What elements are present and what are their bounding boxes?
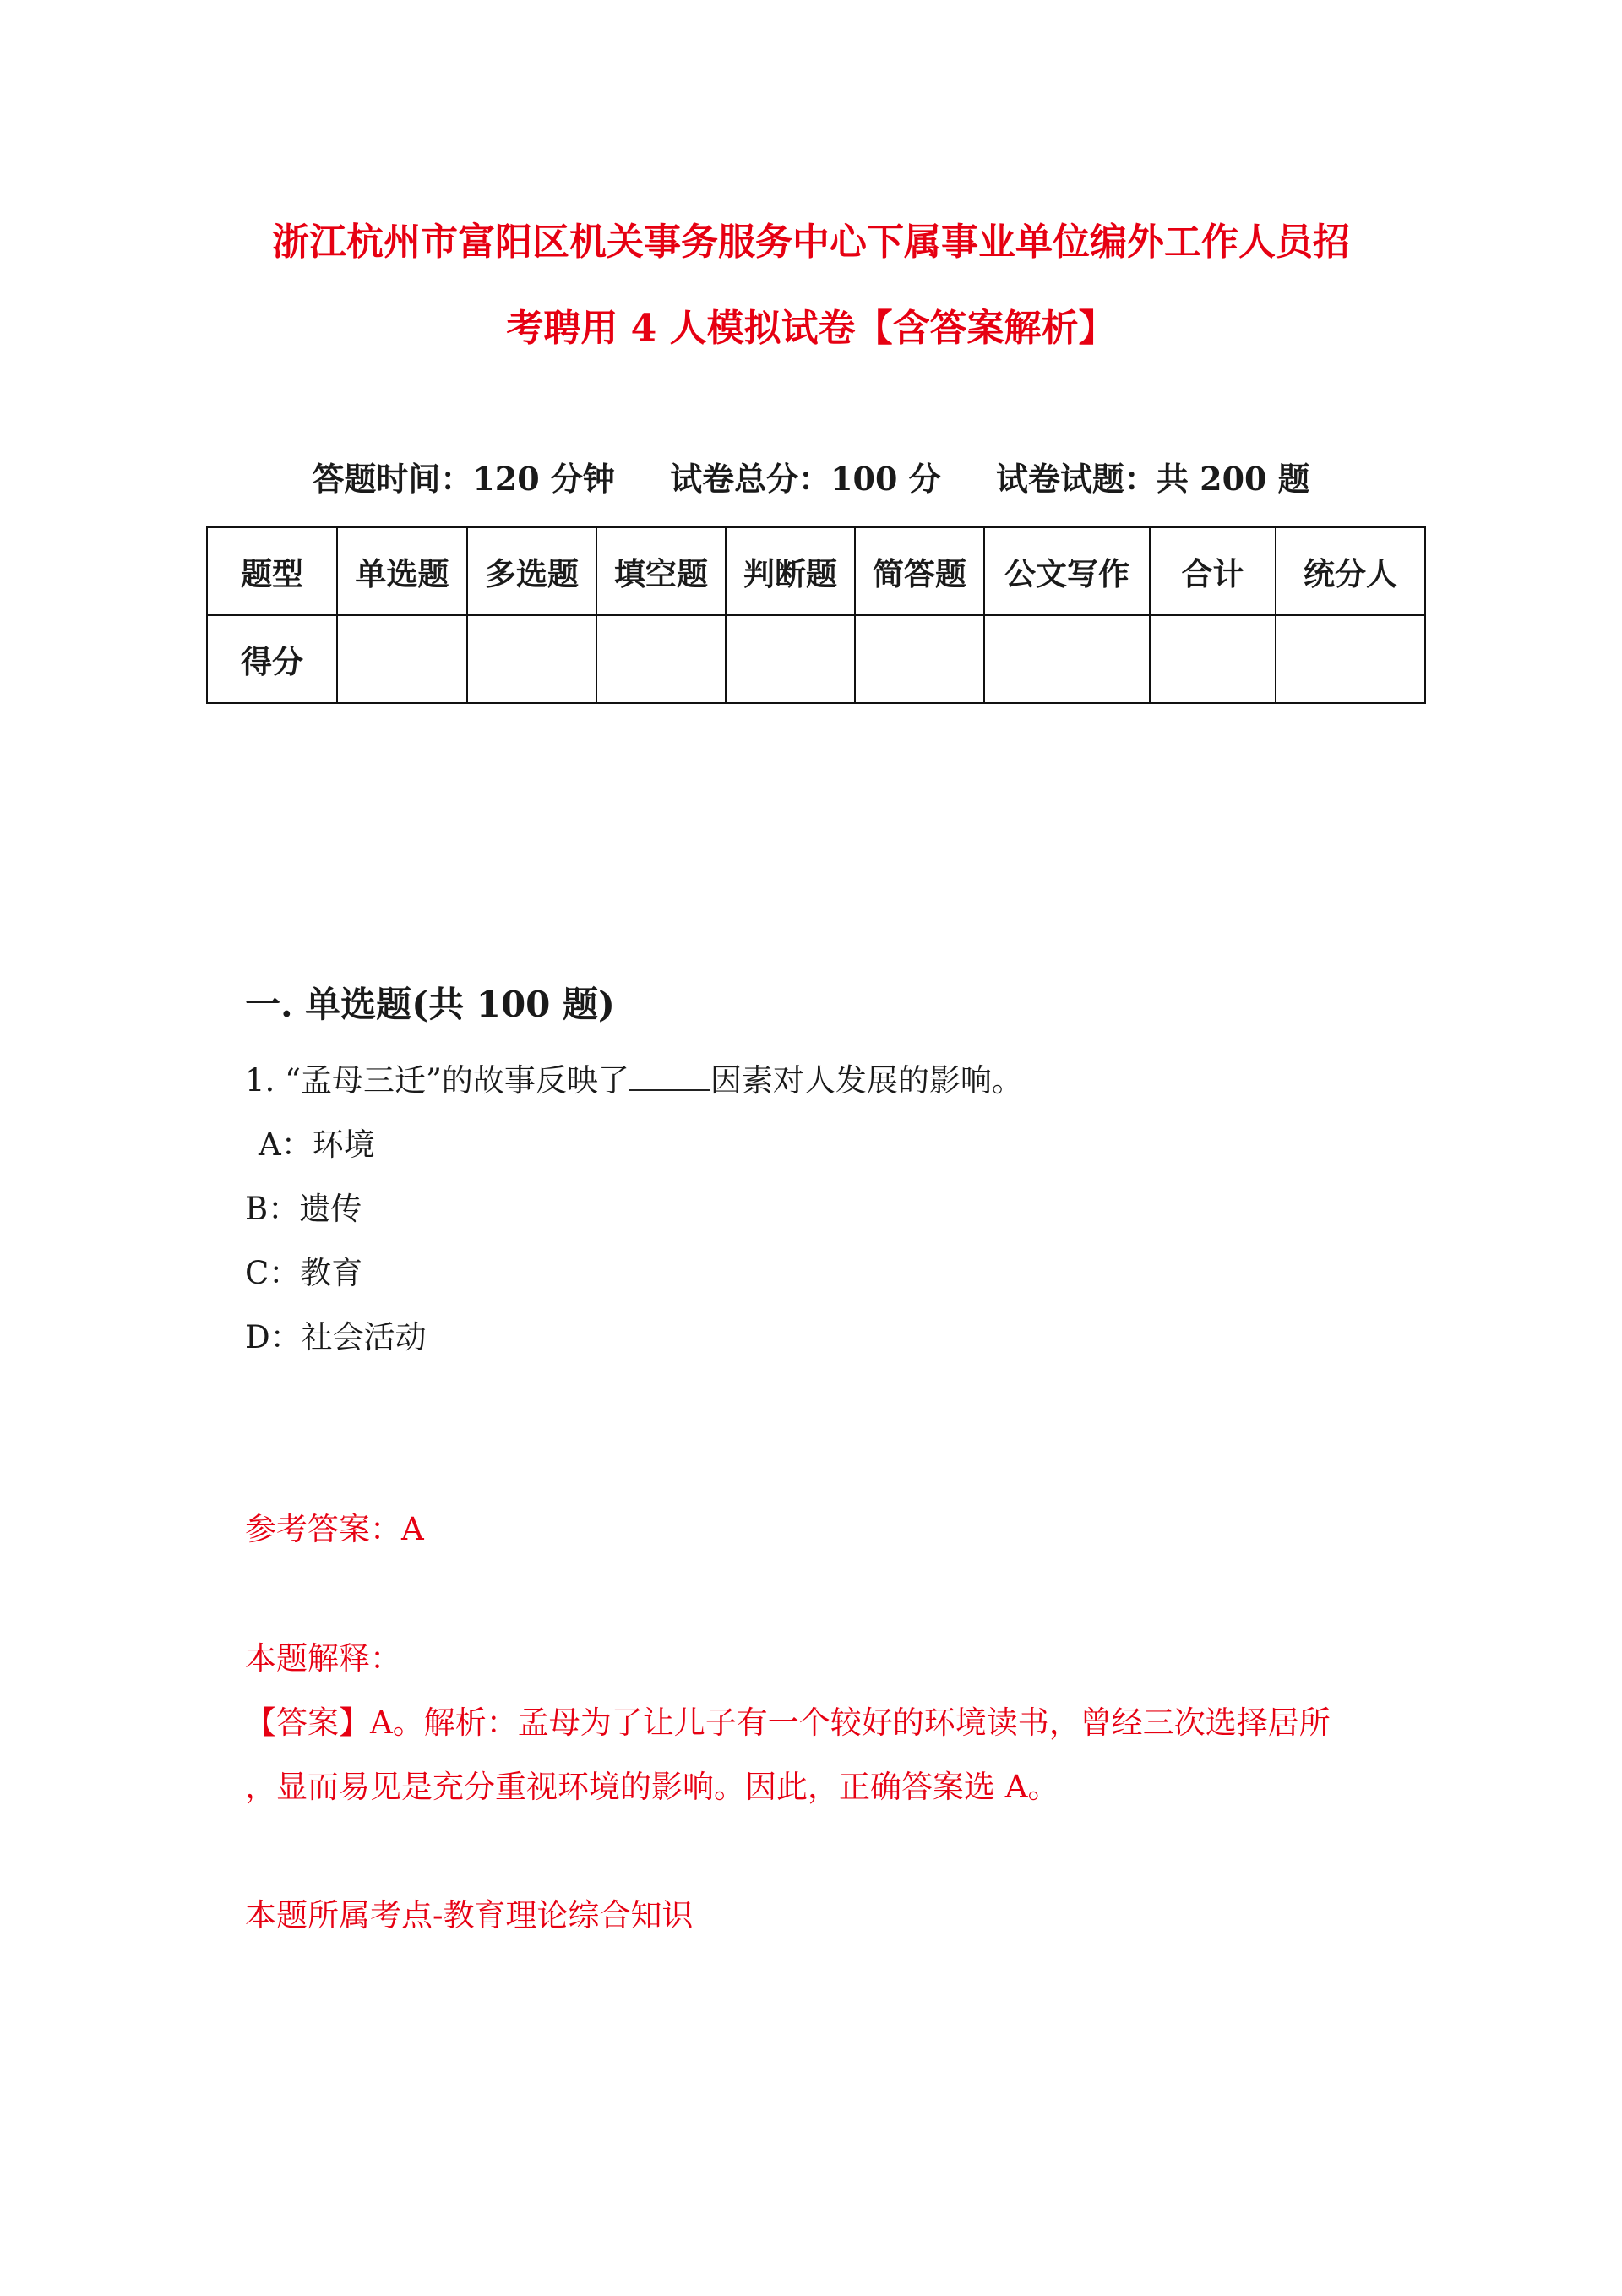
exam-time: 答题时间：120 分钟 — [312, 460, 615, 498]
question-stem-prefix: 1. “孟母三迁”的故事反映了 — [245, 1062, 629, 1099]
score-table-header: 统分人 — [1276, 527, 1425, 615]
score-row-label: 得分 — [207, 615, 337, 703]
option-b: B：遗传 — [245, 1191, 362, 1227]
explanation-line-1: 【答案】A。解析：孟母为了让儿子有一个较好的环境读书，曾经三次选择居所 — [245, 1704, 1331, 1741]
score-cell — [855, 615, 984, 703]
score-table-header: 填空题 — [596, 527, 726, 615]
question-stem-suffix: 因素对人发展的影响。 — [710, 1062, 1023, 1099]
score-cell — [467, 615, 596, 703]
score-table-header-row — [207, 527, 1425, 615]
knowledge-point: 本题所属考点-教育理论综合知识 — [245, 1897, 694, 1933]
reference-answer: 参考答案：A — [245, 1511, 424, 1547]
score-table-header: 单选题 — [337, 527, 467, 615]
exam-total-score: 试卷总分：100 分 — [670, 460, 941, 498]
answer-blank — [629, 1064, 710, 1091]
option-c: C：教育 — [245, 1255, 363, 1291]
score-table-header: 多选题 — [467, 527, 596, 615]
score-cell — [726, 615, 855, 703]
document-title-line-1: 浙江杭州市富阳区机关事务服务中心下属事业单位编外工作人员招 — [272, 221, 1350, 264]
exam-question-count: 试卷试题：共 200 题 — [995, 460, 1310, 498]
score-table-header: 判断题 — [726, 527, 855, 615]
option-a: A：环境 — [259, 1126, 375, 1163]
score-table-score-row — [207, 615, 1425, 703]
score-cell — [984, 615, 1150, 703]
exam-meta — [0, 453, 1622, 499]
score-table-header: 简答题 — [855, 527, 984, 615]
score-table-header: 合计 — [1150, 527, 1276, 615]
score-table — [206, 526, 1426, 704]
document-title-line-2: 考聘用 4 人模拟试卷【含答案解析】 — [506, 307, 1116, 350]
section-heading: 一. 单选题(共 100 题) — [245, 984, 615, 1025]
score-cell — [596, 615, 726, 703]
explanation-heading: 本题解释： — [245, 1640, 401, 1677]
score-cell — [337, 615, 467, 703]
score-cell — [1276, 615, 1425, 703]
question-stem — [245, 1055, 1023, 1100]
score-cell — [1150, 615, 1276, 703]
score-table-header: 题型 — [207, 527, 337, 615]
score-table-header: 公文写作 — [984, 527, 1150, 615]
option-d: D：社会活动 — [245, 1319, 427, 1355]
explanation-line-2: ，显而易见是充分重视环境的影响。因此，正确答案选 A。 — [245, 1769, 1059, 1805]
